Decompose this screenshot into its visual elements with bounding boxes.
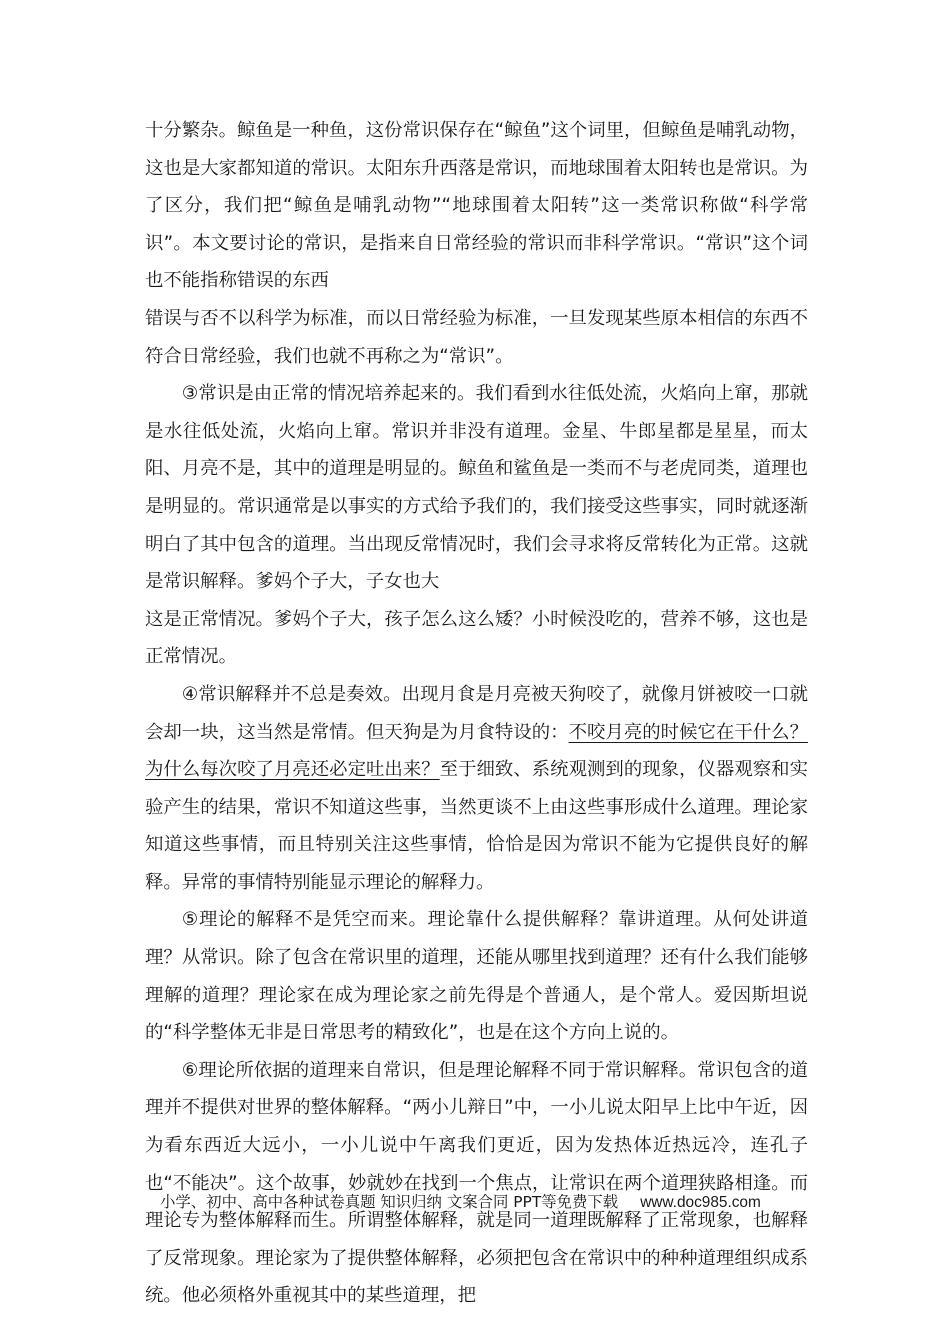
paragraph-4-after: 至于细致、系统观测到的现象，仪器观察和实验产生的结果，常识不知道这些事，当然更谈不上由这些事形成什么道理。理论家知道这些事情，而且特别关注这些事情，恰恰是因为常识不能为它提供良好的解释。异常的事情特别能显示理论的解释力。 [145, 759, 808, 893]
footer-ad-text: 小学、初中、高中各种试卷真题 知识归纳 文案合同 PPT等免费下载 [160, 1193, 619, 1211]
page-footer [160, 1190, 800, 1215]
paragraph-4 [145, 676, 808, 902]
paragraph-5: ⑤理论的解释不是凭空而来。理论靠什么提供解释？靠讲道理。从何处讲道理？从常识。除了包含在常识里的道理，还能从哪里找到道理？还有什么我们能够理解的道理？理论家在成为理论家之前先得是个普通人，是个常人。爱因斯坦说的“科学整体无非是日常思考的精致化”，也是在这个方向上说的。 [145, 909, 808, 1044]
paragraph-3 [145, 375, 808, 676]
paragraph-continued-tail: 错误与否不以科学为标准，而以日常经验为标准，一旦发现某些原本相信的东西不符合日常经验，我们也就不再称之为“常识”。 [145, 307, 808, 367]
document-body [145, 112, 808, 1315]
paragraph-3-text: ③常识是由正常的情况培养起来的。我们看到水往低处流，火焰向上窜，那就是水往低处流，火焰向上窜。常识并非没有道理。金星、牛郎星都是星星，而太阳、月亮不是，其中的道理是明显的。鲸鱼和鲨鱼是一类而不与老虎同类，道理也是明显的。常识通常是以事实的方式给予我们的，我们接受这些事实，同时就逐渐明白了其中包含的道理。当出现反常情况时，我们会寻求将反常转化为正常。这就是常识解释。爹妈个子大，子女也大 [145, 383, 808, 593]
paragraph-continued [145, 112, 808, 375]
paragraph-4-underlined-question: 不咬月亮的时候它在干什么？为什么每次咬了月亮还必定吐出来？ [145, 721, 808, 781]
paragraph-3-tail: 这是正常情况。爹妈个子大，孩子怎么这么矮？小时候没吃的，营养不够，这也是正常情况。 [145, 608, 808, 668]
paragraph-4-before: ④常识解释并不总是奏效。出现月食是月亮被天狗咬了，就像月饼被咬一口就会却一块，这当然是常情。但天狗是为月食特设的： [145, 683, 808, 743]
footer-site-link[interactable]: www.doc985.com [640, 1194, 761, 1211]
paragraph-6: ⑥理论所依据的道理来自常识，但是理论解释不同于常识解释。常识包含的道理并不提供对世界的整体解释。“两小儿辩日”中，一小儿说太阳早上比中午近，因为看东西近大远小，一小儿说中午离我们更近，因为发热体近热远冷，连孔子也“不能决”。这个故事，妙就妙在找到一个焦点，让常识在两个道理狭路相逢。而理论专为整体解释而生。所谓整体解释，就是同一道理既解释了正常现象，也解释了反常现象。理论家为了提供整体解释，必须把包含在常识中的种种道理组织成系统。他必须格外重视其中的某些道理，把 [145, 1059, 808, 1307]
paragraph-continued-text: 十分繁杂。鲸鱼是一种鱼，这份常识保存在“鲸鱼”这个词里，但鲸鱼是哺乳动物，这也是大家都知道的常识。太阳东升西落是常识，而地球围着太阳转也是常识。为了区分，我们把“鲸鱼是哺乳动物”“地球围着太阳转”这一类常识称做“科学常识”。本文要讨论的常识，是指来自日常经验的常识而非科学常识。“常识”这个词也不能指称错误的东西 [145, 120, 808, 292]
